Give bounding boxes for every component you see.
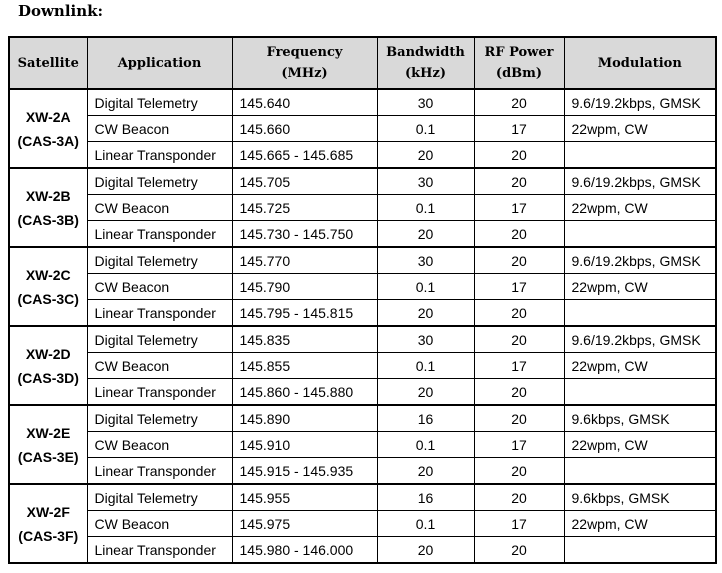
table-row [9,142,716,169]
rf-power-cell: 20 [474,484,564,511]
bandwidth-cell: 0.1 [377,195,474,221]
application-cell: CW Beacon [87,432,232,458]
application-cell: Digital Telemetry [87,168,232,195]
table-row [9,89,716,116]
frequency-cell: 145.795 - 145.815 [232,300,377,327]
header-frequency [232,37,377,89]
frequency-cell: 145.855 [232,353,377,379]
rf-power-cell: 20 [474,458,564,485]
bandwidth-cell: 20 [377,300,474,327]
table-row [9,247,716,274]
rf-power-cell: 20 [474,300,564,327]
application-cell: CW Beacon [87,353,232,379]
bandwidth-cell: 0.1 [377,353,474,379]
header-rf-power [474,37,564,89]
rf-power-cell: 20 [474,379,564,406]
satellite-alt-name: (CAS-3E) [17,448,79,465]
header-satellite: Satellite [9,37,87,89]
satellite-name: XW-2C [25,266,71,283]
bandwidth-cell: 16 [377,405,474,432]
modulation-cell: 22wpm, CW [564,195,716,221]
frequency-cell: 145.725 [232,195,377,221]
rf-power-cell: 20 [474,221,564,248]
table-row [9,116,716,142]
frequency-cell: 145.860 - 145.880 [232,379,377,406]
header-application: Application [87,37,232,89]
modulation-cell: 22wpm, CW [564,511,716,537]
satellite-cell [9,484,87,563]
satellite-name: XW-2F [26,503,70,520]
table-row [9,432,716,458]
frequency-cell: 145.660 [232,116,377,142]
table-row [9,326,716,353]
table-row [9,353,716,379]
application-cell: Linear Transponder [87,458,232,485]
application-cell: CW Beacon [87,511,232,537]
application-cell: Linear Transponder [87,379,232,406]
bandwidth-cell: 0.1 [377,116,474,142]
header-bandwidth-label: Bandwidth [386,45,465,60]
bandwidth-cell: 0.1 [377,511,474,537]
satellite-alt-name: (CAS-3A) [17,132,79,149]
modulation-cell: 9.6kbps, GMSK [564,484,716,511]
table-row [9,221,716,248]
rf-power-cell: 20 [474,326,564,353]
application-cell: Digital Telemetry [87,247,232,274]
satellite-cell [9,89,87,168]
application-cell: Digital Telemetry [87,326,232,353]
satellite-name: XW-2D [25,345,71,362]
application-cell: Digital Telemetry [87,484,232,511]
modulation-cell: 22wpm, CW [564,432,716,458]
modulation-cell [564,300,716,327]
satellite-alt-name: (CAS-3D) [17,369,79,386]
rf-power-cell: 20 [474,168,564,195]
header-bandwidth-unit: (kHz) [405,66,446,81]
frequency-cell: 145.975 [232,511,377,537]
table-row [9,168,716,195]
bandwidth-cell: 0.1 [377,432,474,458]
application-cell: Linear Transponder [87,300,232,327]
table-row [9,379,716,406]
modulation-cell: 22wpm, CW [564,116,716,142]
table-row [9,511,716,537]
satellite-name: XW-2B [25,187,71,204]
satellite-cell [9,168,87,247]
modulation-cell: 22wpm, CW [564,274,716,300]
bandwidth-cell: 30 [377,326,474,353]
header-row [9,37,716,89]
header-modulation: Modulation [564,37,716,89]
modulation-cell: 9.6kbps, GMSK [564,405,716,432]
modulation-cell: 9.6/19.2kbps, GMSK [564,168,716,195]
bandwidth-cell: 0.1 [377,274,474,300]
frequency-cell: 145.915 - 145.935 [232,458,377,485]
page-title: Downlink: [18,2,104,20]
modulation-cell [564,221,716,248]
frequency-cell: 145.705 [232,168,377,195]
rf-power-cell: 20 [474,537,564,564]
satellite-cell [9,326,87,405]
satellite-cell [9,247,87,326]
frequency-cell: 145.790 [232,274,377,300]
satellite-alt-name: (CAS-3F) [18,527,79,544]
bandwidth-cell: 20 [377,458,474,485]
frequency-cell: 145.730 - 145.750 [232,221,377,248]
application-cell: Linear Transponder [87,221,232,248]
rf-power-cell: 17 [474,432,564,458]
satellite-alt-name: (CAS-3B) [17,211,79,228]
bandwidth-cell: 30 [377,168,474,195]
table-row [9,537,716,564]
rf-power-cell: 17 [474,116,564,142]
frequency-cell: 145.955 [232,484,377,511]
table-row [9,300,716,327]
rf-power-cell: 17 [474,511,564,537]
table-row [9,458,716,485]
satellite-alt-name: (CAS-3C) [17,290,79,307]
downlink-table [8,36,717,564]
application-cell: CW Beacon [87,195,232,221]
rf-power-cell: 17 [474,353,564,379]
header-rf-power-unit: (dBm) [495,66,543,81]
modulation-cell: 9.6/19.2kbps, GMSK [564,247,716,274]
table-row [9,195,716,221]
header-rf-power-label: RF Power [484,45,554,60]
frequency-cell: 145.980 - 146.000 [232,537,377,564]
frequency-cell: 145.640 [232,89,377,116]
rf-power-cell: 20 [474,142,564,169]
satellite-cell [9,405,87,484]
bandwidth-cell: 20 [377,537,474,564]
frequency-cell: 145.910 [232,432,377,458]
header-frequency-unit: (MHz) [281,66,328,81]
bandwidth-cell: 20 [377,379,474,406]
application-cell: Digital Telemetry [87,89,232,116]
bandwidth-cell: 30 [377,247,474,274]
bandwidth-cell: 16 [377,484,474,511]
modulation-cell [564,537,716,564]
table-row [9,274,716,300]
frequency-cell: 145.835 [232,326,377,353]
modulation-cell [564,142,716,169]
application-cell: Digital Telemetry [87,405,232,432]
application-cell: CW Beacon [87,116,232,142]
frequency-cell: 145.770 [232,247,377,274]
modulation-cell [564,458,716,485]
modulation-cell [564,379,716,406]
bandwidth-cell: 20 [377,142,474,169]
frequency-cell: 145.890 [232,405,377,432]
table-row [9,484,716,511]
satellite-name: XW-2E [26,424,71,441]
application-cell: Linear Transponder [87,142,232,169]
rf-power-cell: 17 [474,195,564,221]
table-row [9,405,716,432]
frequency-cell: 145.665 - 145.685 [232,142,377,169]
modulation-cell: 9.6/19.2kbps, GMSK [564,89,716,116]
application-cell: Linear Transponder [87,537,232,564]
rf-power-cell: 20 [474,247,564,274]
modulation-cell: 9.6/19.2kbps, GMSK [564,326,716,353]
header-frequency-label: Frequency [266,45,343,60]
application-cell: CW Beacon [87,274,232,300]
bandwidth-cell: 20 [377,221,474,248]
rf-power-cell: 20 [474,89,564,116]
rf-power-cell: 20 [474,405,564,432]
rf-power-cell: 17 [474,274,564,300]
header-bandwidth [377,37,474,89]
modulation-cell: 22wpm, CW [564,353,716,379]
satellite-name: XW-2A [25,108,71,125]
bandwidth-cell: 30 [377,89,474,116]
table-body [9,89,716,563]
